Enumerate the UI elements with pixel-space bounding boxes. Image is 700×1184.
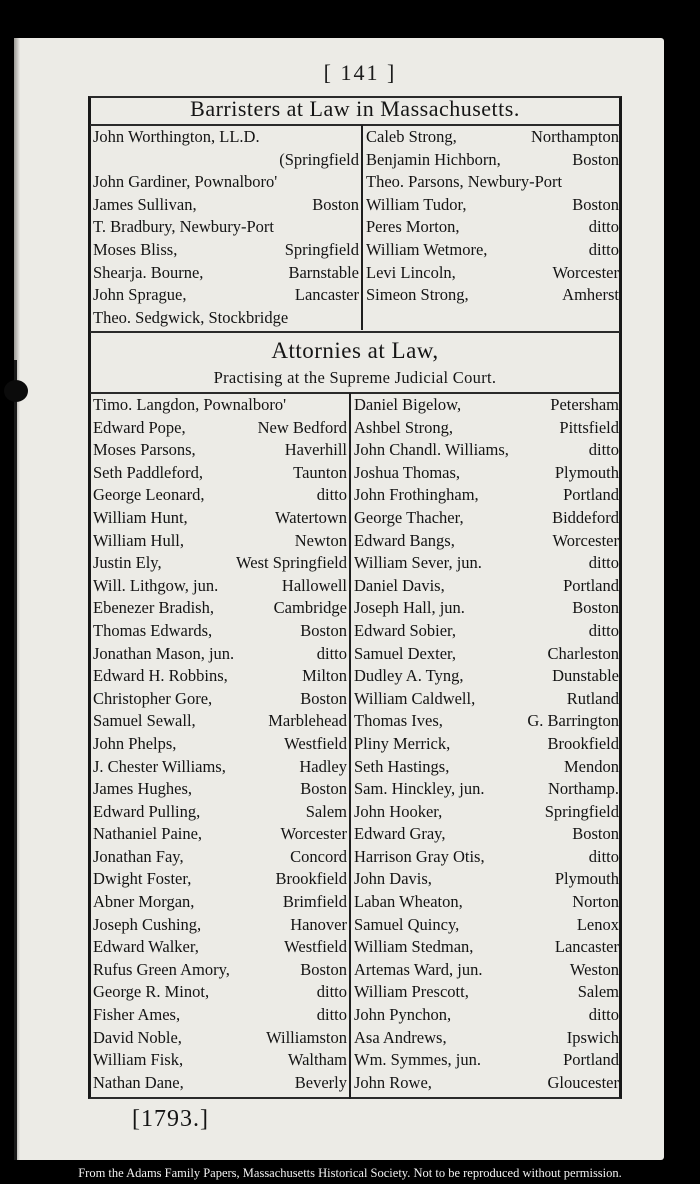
attornies-left-column xyxy=(91,394,348,1094)
entry-name: Theo. Parsons, Newbury-Port xyxy=(366,172,563,192)
entry-place: ditto xyxy=(588,239,619,259)
entry-name: Edward Gray, xyxy=(354,824,446,844)
entry-place: G. Barrington xyxy=(527,711,619,731)
entry-name: John Gardiner, Pownalboro' xyxy=(93,172,278,192)
entry-row xyxy=(91,1027,348,1050)
entry-row xyxy=(352,733,620,756)
entry-row xyxy=(352,1027,620,1050)
attornies-column-separator xyxy=(349,393,351,1099)
entry-name: William Prescott, xyxy=(354,982,469,1002)
entry-name: James Hughes, xyxy=(93,779,192,799)
entry-name: Dudley A. Tyng, xyxy=(354,666,464,686)
entry-place: ditto xyxy=(588,620,619,640)
entry-place: Lancaster xyxy=(554,937,619,957)
entry-place: Williamston xyxy=(266,1027,347,1047)
entry-place: Boston xyxy=(300,620,347,640)
entry-row xyxy=(352,1049,620,1072)
entry-place: Boston xyxy=(300,779,347,799)
entry-row xyxy=(91,194,360,217)
entry-row xyxy=(352,597,620,620)
entry-place: Plymouth xyxy=(554,869,619,889)
entry-place: ditto xyxy=(316,485,347,505)
entry-place: Salem xyxy=(305,801,347,821)
barristers-right-column xyxy=(364,126,620,307)
entry-row xyxy=(91,620,348,643)
entry-place: Boston xyxy=(312,194,359,214)
entry-place: Plymouth xyxy=(554,462,619,482)
entry-row xyxy=(352,868,620,891)
entry-name: Wm. Symmes, jun. xyxy=(354,1050,481,1070)
entry-row xyxy=(91,530,348,553)
entry-place: Portland xyxy=(563,485,619,505)
entry-place: ditto xyxy=(588,217,619,237)
entry-name: John Phelps, xyxy=(93,733,177,753)
entry-name: George R. Minot, xyxy=(93,982,210,1002)
entry-row xyxy=(352,936,620,959)
entry-place: Boston xyxy=(572,824,619,844)
entry-name: Sam. Hinckley, jun. xyxy=(354,779,485,799)
entry-row xyxy=(91,597,348,620)
entry-row xyxy=(352,1004,620,1027)
entry-name: John Worthington, LL.D. xyxy=(93,127,260,146)
page-number: [ 141 ] xyxy=(323,60,397,85)
entry-row xyxy=(352,665,620,688)
entry-place: Biddeford xyxy=(552,507,619,527)
entry-name: Simeon Strong, xyxy=(366,285,469,305)
entry-name: George Thacher, xyxy=(354,507,464,527)
entry-name: T. Bradbury, Newbury-Port xyxy=(93,217,275,237)
entry-place: Hanover xyxy=(290,914,347,934)
attornies-right-column xyxy=(352,394,620,1094)
entry-place: Norton xyxy=(572,892,619,912)
entry-row xyxy=(352,643,620,666)
entry-row xyxy=(91,778,348,801)
entry-name: Joseph Cushing, xyxy=(93,914,202,934)
entry-row xyxy=(91,171,360,194)
entry-place: ditto xyxy=(588,440,619,460)
entry-name: John Chandl. Williams, xyxy=(354,440,509,460)
entry-name: William Tudor, xyxy=(366,194,467,214)
entry-name: John Davis, xyxy=(354,869,432,889)
entry-row xyxy=(91,126,360,149)
entry-row xyxy=(91,868,348,891)
entry-place: Boston xyxy=(572,194,619,214)
entry-row xyxy=(91,239,360,262)
entry-row xyxy=(364,284,620,307)
entry-row xyxy=(352,801,620,824)
entry-place: Northamp. xyxy=(547,779,619,799)
entry-row xyxy=(352,1072,620,1095)
entry-row xyxy=(364,126,620,149)
entry-row xyxy=(91,1004,348,1027)
entry-name: Moses Parsons, xyxy=(93,440,196,460)
entry-place: Northampton xyxy=(531,127,619,146)
entry-row xyxy=(352,417,620,440)
attornies-title: Attornies at Law, xyxy=(271,338,439,363)
entry-place: Rutland xyxy=(566,688,619,708)
entry-row xyxy=(91,439,348,462)
entry-row xyxy=(364,216,620,239)
entry-row xyxy=(91,981,348,1004)
entry-row xyxy=(91,1049,348,1072)
entry-place: Mendon xyxy=(564,756,619,776)
entry-place: Barnstable xyxy=(288,262,359,282)
entry-place: Springfield xyxy=(284,239,359,259)
entry-row xyxy=(352,959,620,982)
entry-name: Theo. Sedgwick, Stockbridge xyxy=(93,307,289,327)
entry-name: Samuel Sewall, xyxy=(93,711,196,731)
entry-row xyxy=(352,756,620,779)
entry-name: Seth Paddleford, xyxy=(93,462,203,482)
entry-place: Newton xyxy=(294,530,347,550)
entry-name: Abner Morgan, xyxy=(93,892,195,912)
entry-name: Thomas Edwards, xyxy=(93,620,213,640)
entry-name: Samuel Dexter, xyxy=(354,643,456,663)
entry-place: Cambridge xyxy=(273,598,347,618)
entry-row xyxy=(91,801,348,824)
entry-row xyxy=(91,823,348,846)
entry-name: Daniel Bigelow, xyxy=(354,395,462,414)
entry-name: Nathan Dane, xyxy=(93,1072,184,1092)
entry-place: Concord xyxy=(290,846,347,866)
entry-name: Rufus Green Amory, xyxy=(93,959,230,979)
entry-row xyxy=(91,507,348,530)
entry-name: George Leonard, xyxy=(93,485,205,505)
entry-row xyxy=(91,462,348,485)
entry-place: Portland xyxy=(563,575,619,595)
entry-name: Caleb Strong, xyxy=(366,127,457,146)
entry-name: Ashbel Strong, xyxy=(354,417,453,437)
entry-name: David Noble, xyxy=(93,1027,182,1047)
entry-name: Pliny Merrick, xyxy=(354,733,451,753)
entry-row xyxy=(352,981,620,1004)
entry-place: Lancaster xyxy=(294,285,359,305)
entry-row xyxy=(352,439,620,462)
barristers-title: Barristers at Law in Massachusetts. xyxy=(190,96,520,121)
entry-place: ditto xyxy=(588,553,619,573)
entry-name: Jonathan Mason, jun. xyxy=(93,643,235,663)
entry-row xyxy=(91,284,360,307)
entry-place: ditto xyxy=(316,1005,347,1025)
entry-row xyxy=(91,891,348,914)
entry-place: Lenox xyxy=(576,914,619,934)
entry-name: William Hull, xyxy=(93,530,184,550)
entry-place: Weston xyxy=(569,959,619,979)
entry-place: Boston xyxy=(300,959,347,979)
entry-place: ditto xyxy=(588,1005,619,1025)
entry-name: Edward Sobier, xyxy=(354,620,456,640)
entry-row xyxy=(352,575,620,598)
entry-name: John Frothingham, xyxy=(354,485,479,505)
entry-place: ditto xyxy=(316,982,347,1002)
entry-row xyxy=(352,891,620,914)
entry-name: J. Chester Williams, xyxy=(93,756,226,776)
binding-hole xyxy=(4,380,28,402)
entry-place: Boston xyxy=(300,688,347,708)
entry-name: Harrison Gray Otis, xyxy=(354,846,485,866)
entry-place: Petersham xyxy=(550,395,619,414)
entry-row xyxy=(352,823,620,846)
entry-name: William Wetmore, xyxy=(366,239,488,259)
entry-row xyxy=(91,936,348,959)
entry-row xyxy=(91,1072,348,1095)
entry-row xyxy=(352,846,620,869)
entry-place: Boston xyxy=(572,149,619,169)
entry-row xyxy=(352,710,620,733)
entry-row xyxy=(91,710,348,733)
entry-row xyxy=(352,620,620,643)
entry-name: Joseph Hall, jun. xyxy=(354,598,465,618)
entry-row xyxy=(352,688,620,711)
entry-name: Justin Ely, xyxy=(93,553,162,573)
entry-row xyxy=(364,171,620,194)
entry-place: West Springfield xyxy=(236,553,347,573)
entry-place: Haverhill xyxy=(284,440,347,460)
entry-name: John Rowe, xyxy=(354,1072,432,1092)
entry-name: Thomas Ives, xyxy=(354,711,443,731)
entry-name: Christopher Gore, xyxy=(93,688,213,708)
entry-row xyxy=(91,733,348,756)
attornies-subtitle: Practising at the Supreme Judicial Court. xyxy=(213,368,497,387)
entry-place: Brookfield xyxy=(547,733,619,753)
entry-row xyxy=(91,959,348,982)
entry-place: Waltham xyxy=(287,1050,347,1070)
entry-name: Will. Lithgow, jun. xyxy=(93,575,219,595)
copyright-caption: From the Adams Family Papers, Massachusetts Historical Society. Not to be reproduced without permission. xyxy=(78,1166,622,1180)
entry-place: Pittsfield xyxy=(559,417,619,437)
entry-row xyxy=(91,216,360,239)
entry-place: New Bedford xyxy=(257,417,347,437)
entry-place: Marblehead xyxy=(268,711,347,731)
entry-place: (Springfield xyxy=(279,149,359,169)
entry-place: Taunton xyxy=(293,462,347,482)
entry-row xyxy=(91,643,348,666)
entry-name: Timo. Langdon, Pownalboro' xyxy=(93,395,287,414)
entry-name: William Hunt, xyxy=(93,507,188,527)
entry-place: Westfield xyxy=(284,733,347,753)
entry-name: Benjamin Hichborn, xyxy=(366,149,501,169)
entry-place: Dunstable xyxy=(552,666,619,686)
barristers-left-column xyxy=(91,126,360,329)
entry-place: Hadley xyxy=(299,756,347,776)
entry-place: Milton xyxy=(302,666,347,686)
entry-row xyxy=(91,575,348,598)
entry-place: Boston xyxy=(572,598,619,618)
entry-place: Watertown xyxy=(275,507,347,527)
entry-place: Springfield xyxy=(544,801,619,821)
entry-row xyxy=(91,149,360,172)
entry-row xyxy=(91,262,360,285)
barristers-column-separator xyxy=(361,125,363,330)
entry-name: Edward Pulling, xyxy=(93,801,201,821)
year-note: [1793.] xyxy=(132,1106,209,1132)
entry-row xyxy=(91,417,348,440)
entry-place: Brimfield xyxy=(282,892,347,912)
entry-name: Daniel Davis, xyxy=(354,575,445,595)
entry-place: Amherst xyxy=(562,285,619,305)
entry-name: Edward H. Robbins, xyxy=(93,666,228,686)
entry-name: Ebenezer Bradish, xyxy=(93,598,214,618)
entry-row xyxy=(352,507,620,530)
entry-row xyxy=(352,484,620,507)
entry-row xyxy=(91,394,348,417)
barristers-bottom-rule xyxy=(90,331,620,333)
entry-row xyxy=(91,484,348,507)
entry-name: Laban Wheaton, xyxy=(354,892,463,912)
entry-place: Salem xyxy=(577,982,619,1002)
entry-name: John Pynchon, xyxy=(354,1005,452,1025)
entry-row xyxy=(91,756,348,779)
entry-name: Fisher Ames, xyxy=(93,1005,181,1025)
entry-row xyxy=(91,688,348,711)
entry-name: William Caldwell, xyxy=(354,688,476,708)
entry-name: Edward Pope, xyxy=(93,417,186,437)
entry-name: James Sullivan, xyxy=(93,194,197,214)
entry-row xyxy=(91,846,348,869)
entry-row xyxy=(91,665,348,688)
entry-place: Westfield xyxy=(284,937,347,957)
entry-name: Edward Walker, xyxy=(93,937,199,957)
entry-name: Dwight Foster, xyxy=(93,869,192,889)
entry-name: Moses Bliss, xyxy=(93,239,178,259)
entry-row xyxy=(364,239,620,262)
entry-place: Portland xyxy=(563,1050,619,1070)
entry-name: Samuel Quincy, xyxy=(354,914,460,934)
entry-row xyxy=(364,149,620,172)
entry-place: Ipswich xyxy=(566,1027,619,1047)
entry-place: ditto xyxy=(316,643,347,663)
entry-name: Nathaniel Paine, xyxy=(93,824,203,844)
entry-place: Worcester xyxy=(280,824,347,844)
entry-row xyxy=(91,307,360,330)
entry-row xyxy=(364,194,620,217)
entry-name: William Stedman, xyxy=(354,937,474,957)
entry-name: Edward Bangs, xyxy=(354,530,455,550)
entry-row xyxy=(352,778,620,801)
entry-name: William Sever, jun. xyxy=(354,553,482,573)
entry-row xyxy=(352,530,620,553)
entry-row xyxy=(352,552,620,575)
entry-row xyxy=(352,462,620,485)
entry-place: Beverly xyxy=(294,1072,347,1092)
entry-name: Jonathan Fay, xyxy=(93,846,184,866)
entry-place: Hallowell xyxy=(281,575,347,595)
entry-name: Peres Morton, xyxy=(366,217,460,237)
entry-name: Joshua Thomas, xyxy=(354,462,461,482)
entry-name: Asa Andrews, xyxy=(354,1027,447,1047)
entry-name: Artemas Ward, jun. xyxy=(354,959,483,979)
entry-name: William Fisk, xyxy=(93,1050,184,1070)
entry-name: Levi Lincoln, xyxy=(366,262,456,282)
entry-place: Worcester xyxy=(552,530,619,550)
entry-row xyxy=(352,914,620,937)
entry-row xyxy=(91,552,348,575)
entry-row xyxy=(91,914,348,937)
entry-name: John Hooker, xyxy=(354,801,443,821)
binding-line xyxy=(14,360,17,1160)
entry-name: Seth Hastings, xyxy=(354,756,450,776)
entry-name: John Sprague, xyxy=(93,285,187,305)
entry-name: Shearja. Bourne, xyxy=(93,262,204,282)
entry-place: Brookfield xyxy=(275,869,347,889)
entry-place: Gloucester xyxy=(547,1072,619,1092)
entry-place: Worcester xyxy=(552,262,619,282)
entry-row xyxy=(364,262,620,285)
entry-row xyxy=(352,394,620,417)
entry-place: Charleston xyxy=(547,643,619,663)
entry-place: ditto xyxy=(588,846,619,866)
